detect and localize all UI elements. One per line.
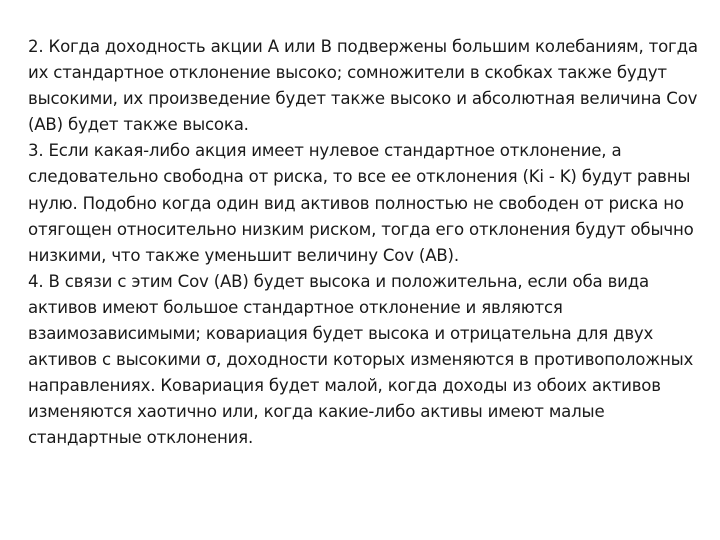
paragraph-2: 2. Когда доходность акции А или В подвержены большим колебаниям, тогда их стандартное отклонение высоко; сомножители в скобках также будут высокими, их произведение будет также высоко и абсолютная величина Cov (AB) будет также высока. xyxy=(28,37,698,135)
paragraph-3: 3. Если какая-либо акция имеет нулевое стандартное отклонение, а следовательно свободна от риска, то все ее отклонения (Ki - K) будут равны нулю. Подобно когда один вид активов полностью не свободен от риска но отягощен относительно низким риском, тогда его отклонения будут обычно низкими, что также уменьшит величину Cov (AB). xyxy=(28,141,694,265)
body-text xyxy=(28,34,702,452)
paragraph-4: 4. В связи с этим Cov (AB) будет высока и положительна, если оба вида активов имеют большое стандартное отклонение и являются взаимозависимыми; ковариация будет высока и отрицательна для двух активов с высокими σ, доходности которых изменяются в противоположных направлениях. Ковариация будет малой, когда доходы из обоих активов изменяются хаотично или, когда какие-либо активы имеют малые стандартные отклонения. xyxy=(28,271,694,448)
